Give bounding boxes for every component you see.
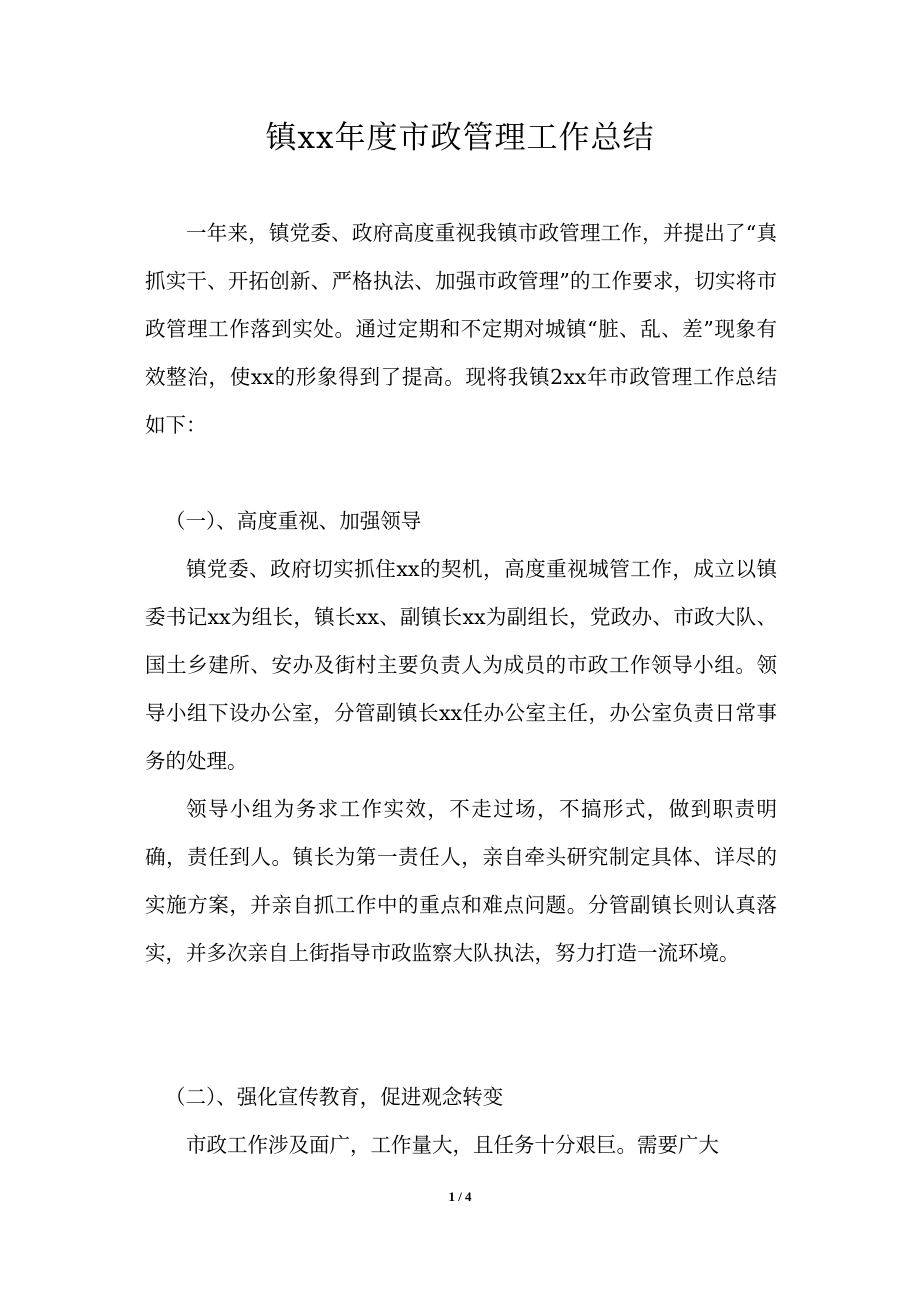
section-heading-2: （二）、强化宣传教育，促进观念转变 — [165, 1085, 504, 1109]
section2-paragraph-1: 市政工作涉及面广，工作量大，且任务十分艰巨。需要广大 — [186, 1133, 719, 1157]
section1-paragraph-2: 领导小组为务求工作实效，不走过场，不搞形式，做到职责明确，责任到人。镇长为第一责任人，亲自牵头研究制定具体、详尽的实施方案，并亲自抓工作中的重点和难点问题。分管副镇长则认真落实，并多次亲自上街指导市政监察大队执法，努力打造一流环境。 — [145, 797, 777, 965]
section1-paragraph-1: 镇党委、政府切实抓住xx的契机，高度重视城管工作，成立以镇委书记xx为组长，镇长xx、副镇长xx为副组长，党政办、市政大队、国土乡建所、安办及街村主要负责人为成员的市政工作领导小组。领导小组下设办公室，分管副镇长xx任办公室主任，办公室负责日常事务的处理。 — [145, 557, 777, 773]
page-number: 1 / 4 — [448, 1189, 472, 1204]
intro-paragraph: 一年来，镇党委、政府高度重视我镇市政管理工作，并提出了“真抓实干、开拓创新、严格执法、加强市政管理”的工作要求，切实将市政管理工作落到实处。通过定期和不定期对城镇“脏、乱、差”现象有效整治，使xx的形象得到了提高。现将我镇2xx年市政管理工作总结如下： — [145, 221, 777, 437]
document-title: 镇xx年度市政管理工作总结 — [265, 120, 655, 156]
section-heading-1: （一）、高度重视、加强领导 — [165, 509, 422, 533]
